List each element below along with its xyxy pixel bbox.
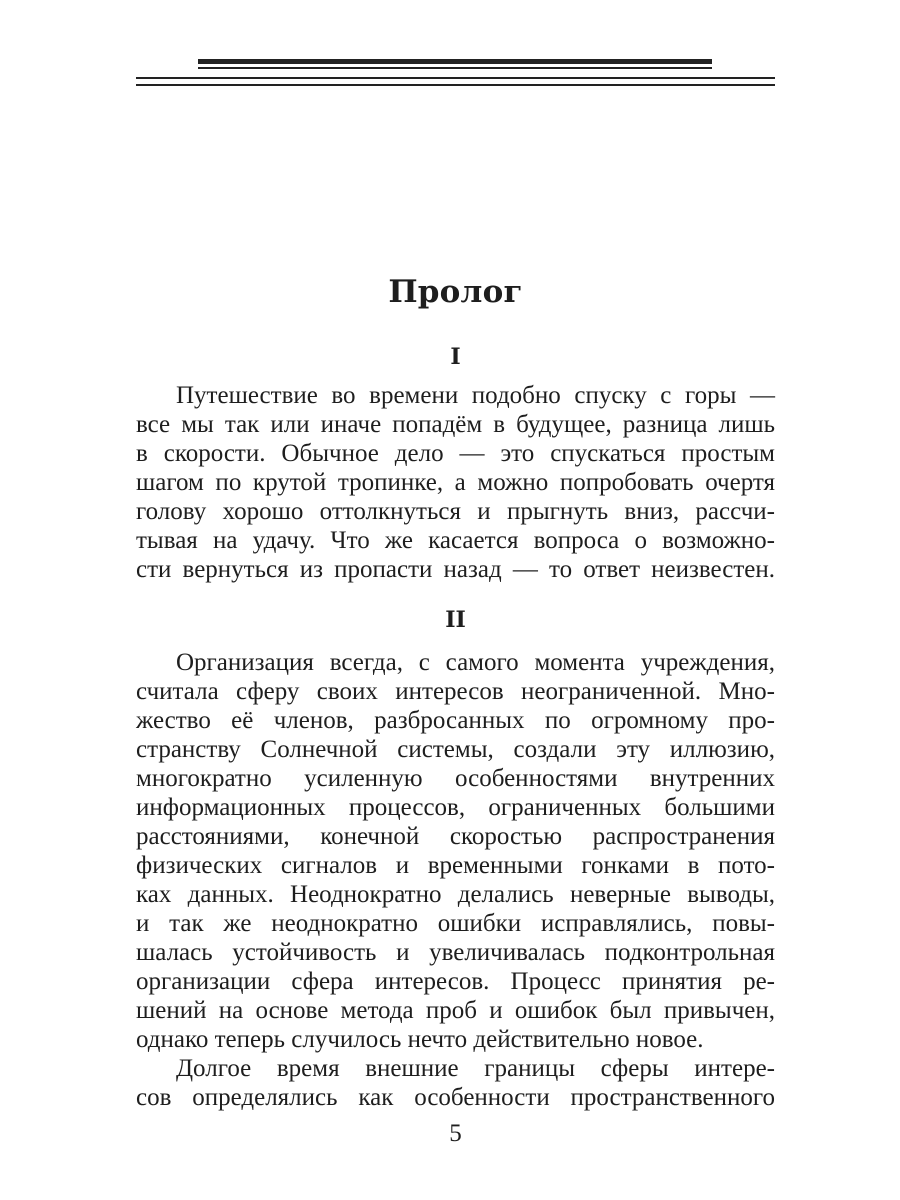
paragraph-line: сов определялись как особенности пространственного: [136, 1084, 775, 1111]
paragraph-line: все мы так или иначе попадём в будущее, разница лишь: [136, 411, 775, 438]
paragraph-line: считала сферу своих интересов неограниченной. Мно-: [136, 678, 775, 705]
paragraph-line: Путешествие во времени подобно спуску с горы —: [176, 382, 775, 409]
paragraph-line: в скорости. Обычное дело — это спускаться простым: [136, 440, 775, 467]
paragraph-line: странству Солнечной системы, создали эту иллюзию,: [136, 736, 775, 763]
paragraph-line: расстояниями, конечной скоростью распространения: [136, 823, 775, 850]
page-number: 5: [449, 1120, 462, 1147]
header-rule-thick: [198, 59, 712, 64]
paragraph-line: организации сфера интересов. Процесс принятия ре-: [136, 968, 775, 995]
paragraph-line: голову хорошо оттолкнуться и прыгнуть вниз, рассчи-: [136, 498, 775, 525]
paragraph-line: сти вернуться из пропасти назад — то ответ неизвестен.: [136, 556, 775, 583]
chapter-title: Пролог: [388, 274, 523, 310]
paragraph-line: многократно усиленную особенностями внутренних: [136, 765, 775, 792]
paragraph-line: Организация всегда, с самого момента учреждения,: [176, 649, 775, 676]
paragraph-line: жество её членов, разбросанных по огромному про-: [136, 707, 775, 734]
paragraph-line: тывая на удачу. Что же касается вопроса о возможно-: [136, 527, 775, 554]
paragraph-line: однако теперь случилось нечто действительно новое.: [136, 1026, 704, 1053]
section-numeral-1: I: [450, 344, 461, 370]
paragraph-line: шагом по крутой тропинке, а можно попробовать очертя: [136, 469, 775, 496]
paragraph-line: и так же неоднократно ошибки исправлялись, повы-: [136, 910, 775, 937]
paragraph-line: ках данных. Неоднократно делались неверные выводы,: [136, 881, 775, 908]
paragraph-line: Долгое время внешние границы сферы интере-: [176, 1055, 775, 1082]
section-numeral-2: II: [445, 607, 466, 633]
paragraph-line: шалась устойчивость и увеличивалась подконтрольная: [136, 939, 775, 966]
header-rule-thin-lower: [136, 84, 775, 86]
header-rule-thin-upper: [136, 77, 775, 79]
paragraph-line: шений на основе метода проб и ошибок был привычен,: [136, 997, 775, 1024]
paragraph-line: физических сигналов и временными гонками в пото-: [136, 852, 775, 879]
paragraph-line: информационных процессов, ограниченных большими: [136, 794, 775, 821]
header-rule-mid: [198, 67, 712, 69]
